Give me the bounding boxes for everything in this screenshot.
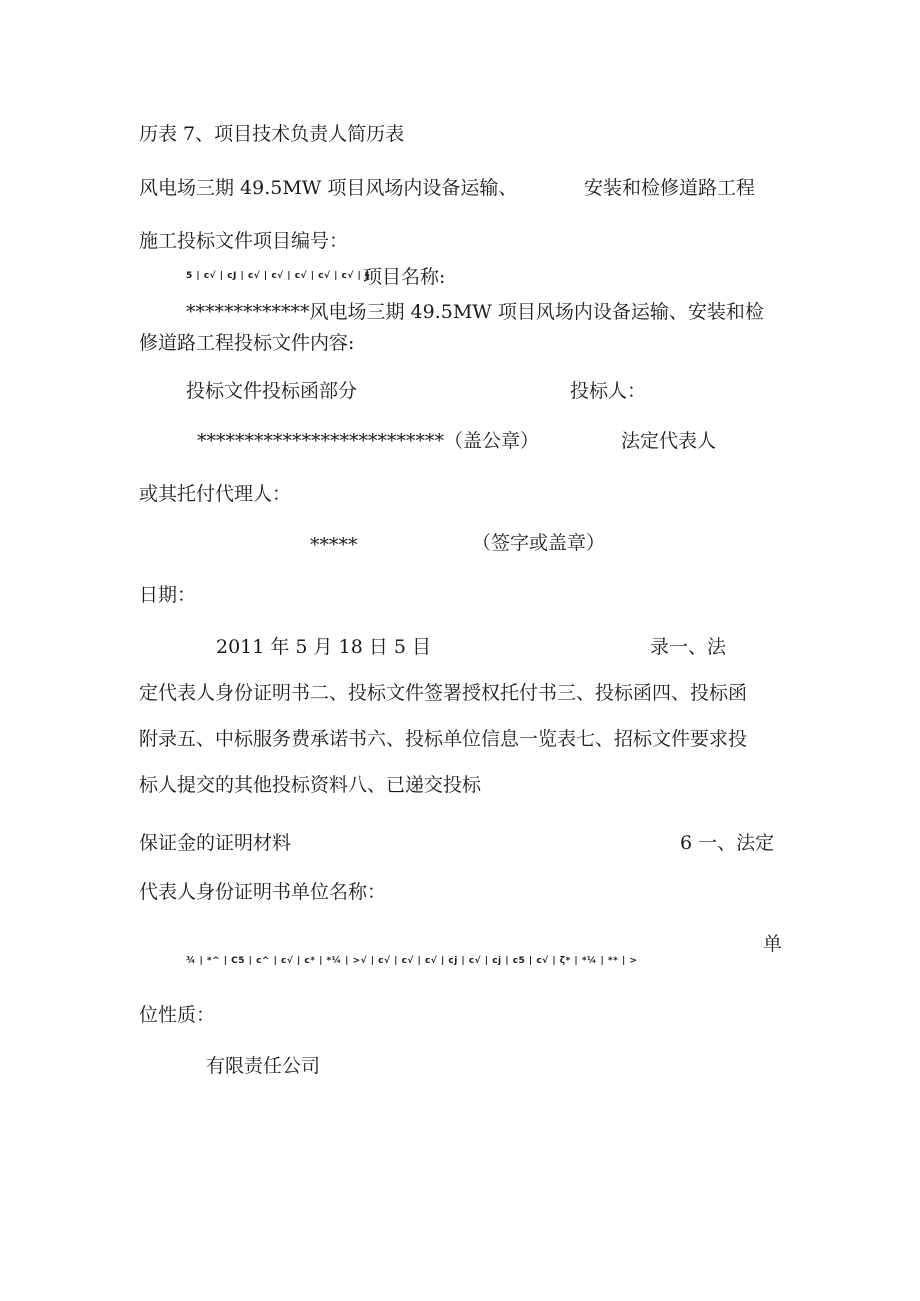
bidder-label: 投标人： — [570, 380, 647, 402]
company-type-value: 有限责任公司 — [206, 1055, 321, 1077]
toc-line-3: 标人提交的其他投标资料八、已递交投标 — [139, 774, 482, 796]
official-seal-line: **************************（盖公章） — [197, 430, 540, 452]
authorized-agent-label: 或其托付代理人： — [139, 483, 292, 505]
date-label: 日期： — [139, 584, 197, 606]
project-name-part1: 风电场三期 49.5MW 项目风场内设备运输、 — [139, 177, 518, 199]
signature-stars: ***** — [310, 534, 358, 556]
unit-nature-label: 位性质： — [139, 1004, 216, 1026]
body-line-6: 修道路工程投标文件内容: — [139, 332, 355, 354]
project-name-label: 项目名称: — [363, 266, 446, 288]
toc-line-2: 附录五、中标服务费承诺书六、投标单位信息一览表七、招标文件要求投 — [139, 728, 748, 750]
resume-table-title: 历表 7、项目技术负责人简历表 — [139, 123, 405, 145]
body-line-5: *************风电场三期 49.5MW 项目风场内设备运输、安装和检 — [186, 301, 764, 323]
bid-letter-part: 投标文件投标函部分 — [186, 380, 358, 402]
section-one-heading: 6 一、法定 — [680, 832, 775, 854]
date-value: 2011 年 5 月 18 日 5 目 — [216, 636, 431, 658]
toc-line-1: 定代表人身份证明书二、投标文件签署授权托付书三、投标函四、投标函 — [139, 682, 748, 704]
unit-char: 单 — [763, 933, 783, 955]
deposit-proof-label: 保证金的证明材料 — [139, 832, 292, 854]
project-name-part2: 安装和检修道路工程 — [584, 177, 756, 199]
legal-representative-label: 法定代表人 — [621, 430, 717, 452]
toc-start: 录一、法 — [650, 636, 727, 658]
project-number-label: 施工投标文件项目编号： — [139, 230, 349, 252]
garbled-symbol-row-1: 5 | c√ | cJ | c√ | c√ | c√ | c√ | c√ | § — [186, 271, 370, 281]
sign-or-seal-label: （签字或盖章） — [472, 532, 606, 554]
garbled-symbol-row-2: ¾ | *^ | C5 | c^ | c√ | c* | *¼ | >√ | c√ | c√ | c√ | cj | c√ | cj | c5 | c√ | ζ* | *¼ | ** | > — [186, 956, 638, 966]
unit-name-label: 代表人身份证明书单位名称： — [139, 881, 387, 903]
